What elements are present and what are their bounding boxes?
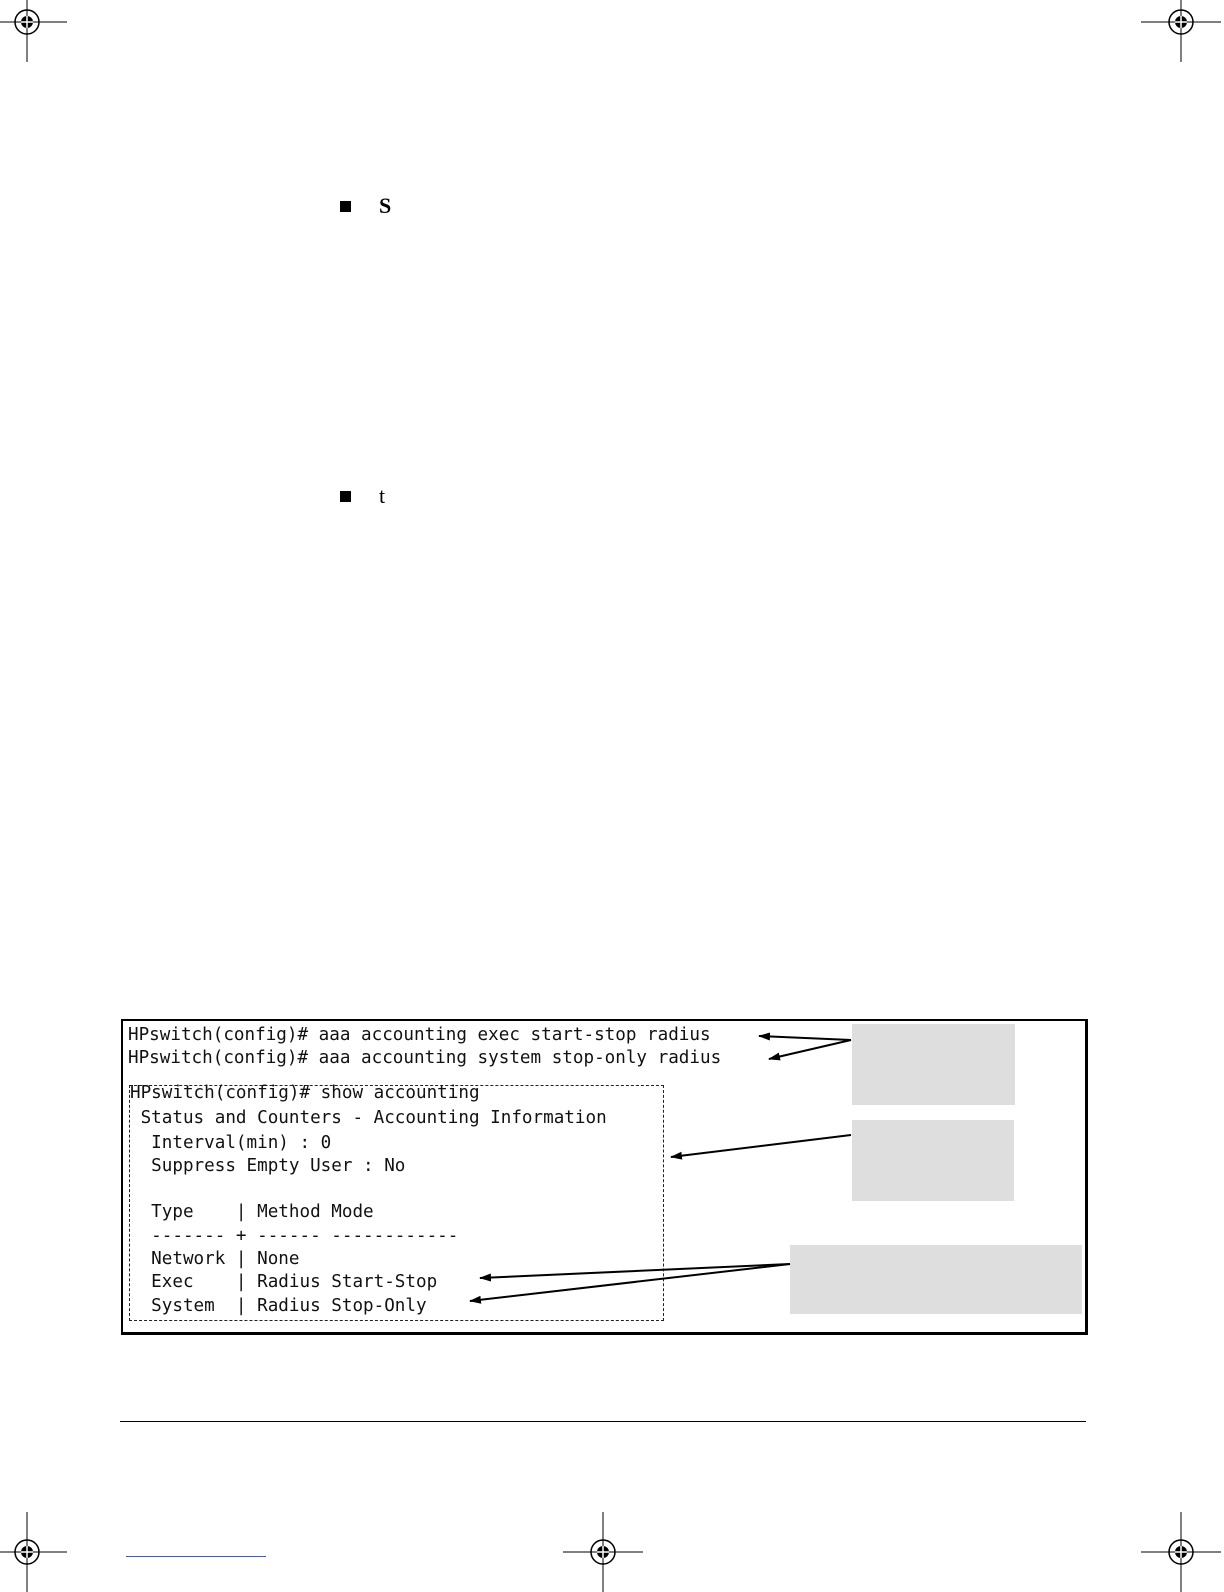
registration-mark-icon (1141, 1512, 1221, 1592)
output-line: Network | None (130, 1249, 300, 1269)
output-line: HPswitch(config)# show accounting (130, 1083, 480, 1103)
output-line: Suppress Empty User : No (130, 1156, 406, 1176)
bullet-item (340, 483, 385, 509)
terminal-figure (121, 1019, 1088, 1335)
registration-mark-top-left (0, 0, 67, 62)
callout-box (790, 1245, 1082, 1314)
square-bullet-icon (340, 201, 351, 212)
arrow (759, 1036, 851, 1040)
output-line: System | Radius Stop-Only (130, 1296, 427, 1316)
output-line: Interval(min) : 0 (130, 1133, 332, 1153)
footer-rule (120, 1421, 1086, 1422)
output-line: Type | Method Mode (130, 1202, 374, 1222)
arrow (769, 1040, 851, 1059)
registration-mark-bottom-left (0, 1512, 67, 1592)
registration-mark-bottom-center (563, 1512, 643, 1592)
registration-mark-icon (1141, 0, 1221, 62)
arrow (671, 1135, 851, 1157)
registration-mark-icon (0, 1512, 67, 1592)
command-line: HPswitch(config)# aaa accounting exec start-stop radius (128, 1025, 711, 1045)
callout-box (852, 1024, 1015, 1105)
registration-mark-icon (0, 0, 67, 62)
command-line: HPswitch(config)# aaa accounting system stop-only radius (128, 1048, 722, 1068)
callout-box (852, 1120, 1014, 1201)
bullet-text: S (379, 193, 392, 218)
bullet-item (340, 193, 391, 219)
registration-mark-icon (563, 1512, 643, 1592)
registration-mark-bottom-right (1141, 1512, 1221, 1592)
footer-link-underline[interactable] (126, 1556, 266, 1557)
bullet-text: t (379, 483, 386, 508)
output-line: Status and Counters - Accounting Information (130, 1108, 607, 1128)
square-bullet-icon (340, 491, 351, 502)
output-line: ------- + ------ ------------ (130, 1226, 459, 1246)
registration-mark-top-right (1141, 0, 1221, 62)
output-line: Exec | Radius Start-Stop (130, 1272, 438, 1292)
